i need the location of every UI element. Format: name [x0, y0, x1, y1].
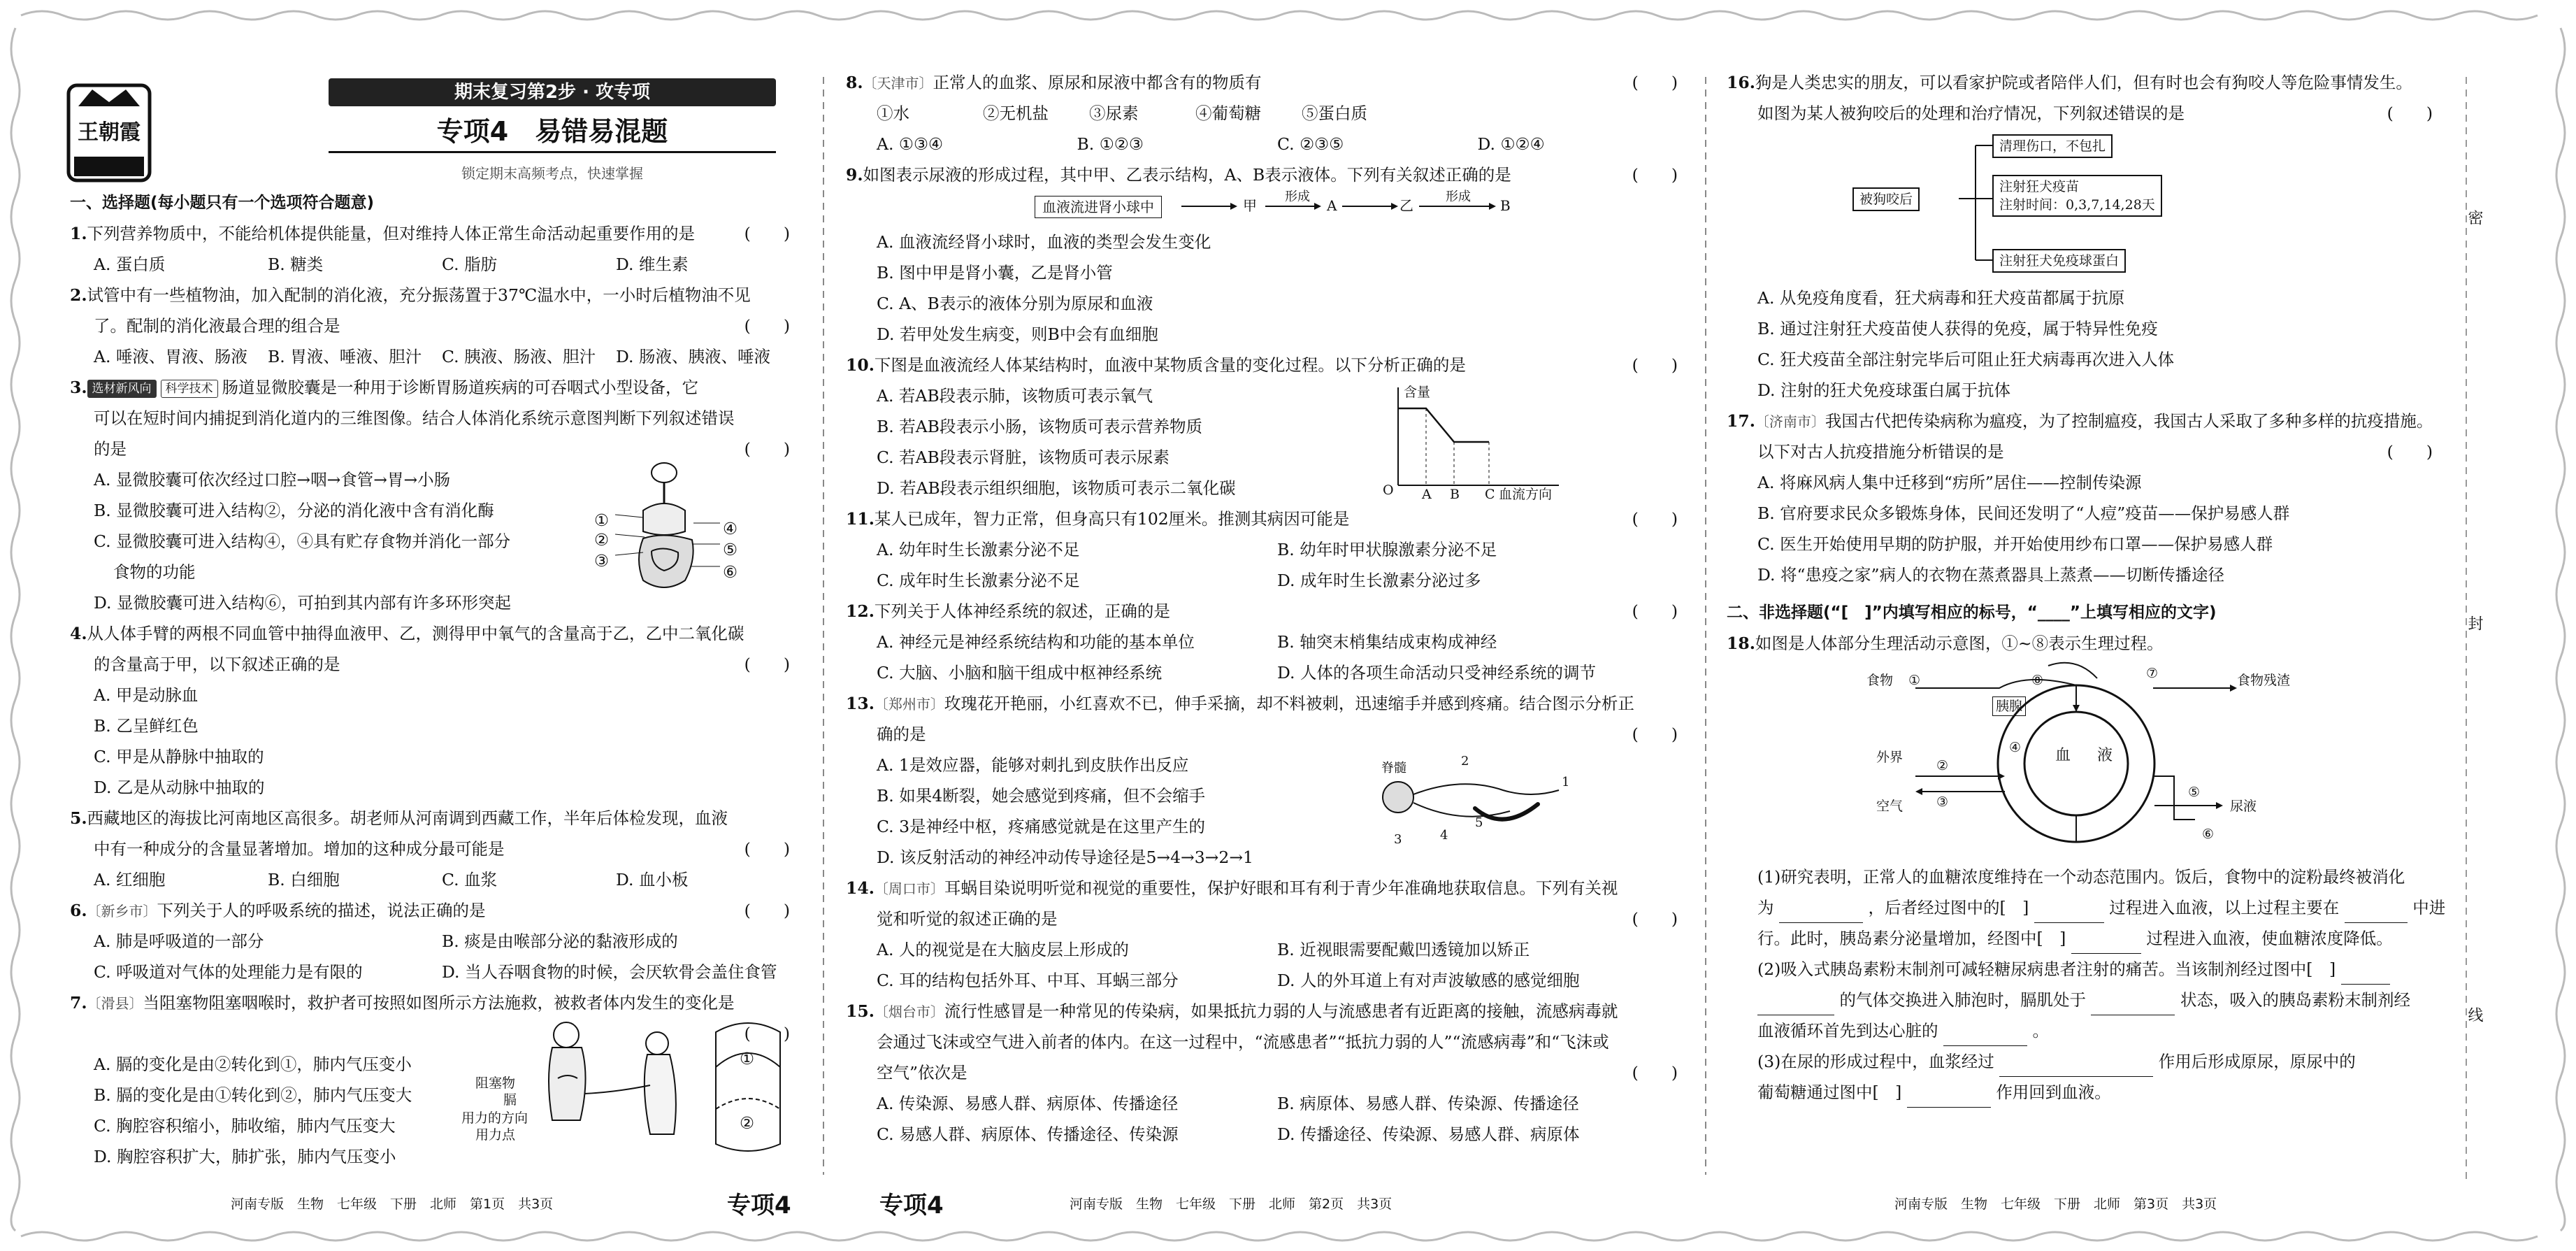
- q9-num: 9.: [846, 165, 863, 185]
- q18-num-7: ⑦: [2146, 666, 2159, 681]
- q9-flow-jia: 甲: [1243, 197, 1257, 214]
- question-12: [846, 596, 1678, 688]
- q8-stem: 正常人的血浆、原尿和尿液中都含有的物质有: [933, 73, 1262, 92]
- q3-label-5: ⑤: [723, 540, 738, 559]
- question-4: [70, 618, 790, 803]
- q13-label-1: 1: [1562, 775, 1570, 789]
- q8-option-b[interactable]: B. ①②③: [1077, 134, 1144, 154]
- q10-graph-tick-c: C: [1485, 487, 1495, 502]
- q3-option-c-cont: 食物的功能: [113, 562, 196, 582]
- q18-p3d: 作用回到血液。: [1996, 1082, 2111, 1102]
- q7-stem: 当阻塞物阻塞咽喉时，救护者可按照如图所示方法施救，被救者体内发生的变化是: [143, 993, 735, 1013]
- q18-part1-line2: [1727, 892, 2446, 923]
- q4-stem-1: 从人体手臂的两根不同血管中抽得血液甲、乙，测得甲中氧气的含量高于乙，乙中二氧化碳: [87, 624, 744, 643]
- q10-graph-ylabel: 含量: [1404, 385, 1431, 400]
- q18-p3b: 作用后形成原尿，原尿中的: [2158, 1052, 2356, 1071]
- q2-option-b[interactable]: B. 胃液、唾液、胆汁: [268, 347, 422, 366]
- q3-tag-tech: 科学技术: [161, 380, 218, 398]
- q12-option-d[interactable]: D. 人体的各项生命活动只受神经系统的调节: [1277, 663, 1596, 682]
- q16-stem-2: 如图为某人被狗咬后的处理和治疗情况，下列叙述错误的是: [1757, 103, 2185, 123]
- q16-option-a[interactable]: A. 从免疫角度看，狂犬病毒和狂犬疫苗都属于抗原: [1757, 288, 2125, 308]
- q14-stem-1: 耳蜗目染说明听觉和视觉的重要性，保护好眼和耳有利于青少年准确地获取信息。下列有关视: [944, 878, 1618, 898]
- q8-item-1: ①水: [877, 103, 909, 123]
- q3-option-d[interactable]: D. 显微胶囊可进入结构⑥，可拍到其内部有许多环形突起: [94, 593, 511, 613]
- q7-label-1: ①: [740, 1049, 755, 1068]
- q4-option-d[interactable]: D. 乙是从动脉中抽取的: [94, 778, 265, 797]
- q8-item-4: ④葡萄糖: [1195, 103, 1261, 123]
- q1-num: 1.: [70, 224, 87, 243]
- q2-option-d[interactable]: D. 肠液、胰液、唾液: [616, 347, 770, 366]
- q18-num-2: ②: [1936, 758, 1949, 773]
- q18-p3c: 葡萄糖通过图中[ ]: [1757, 1082, 1902, 1102]
- q18-num-1: ①: [1908, 673, 1921, 688]
- wavy-border-left: [11, 28, 20, 1231]
- q8-option-a[interactable]: A. ①③④: [877, 134, 944, 154]
- q9-flow-a: A: [1327, 197, 1337, 214]
- q12-option-a[interactable]: A. 神经元是神经系统结构和功能的基本单位: [877, 632, 1195, 652]
- q13-label-5: 5: [1475, 815, 1483, 830]
- q15-stem-3: 空气”依次是: [877, 1063, 967, 1082]
- q10-graph-tick-b: B: [1450, 487, 1460, 502]
- wavy-border: [21, 11, 2538, 20]
- q18-blank-9[interactable]: [1999, 1057, 2153, 1077]
- q4-answer-paren[interactable]: ( ): [744, 655, 790, 674]
- q10-option-c[interactable]: C. 若AB段表示肾脏，该物质可表示尿素: [877, 448, 1170, 467]
- q9-flow-yi: 乙: [1399, 197, 1413, 214]
- q5-answer-paren[interactable]: ( ): [744, 839, 790, 859]
- question-11: [846, 503, 1678, 596]
- q18-part3-line1: [1727, 1046, 2433, 1077]
- q15-source: 〔烟台市〕: [874, 1003, 944, 1020]
- q10-graph-origin: O: [1383, 482, 1394, 498]
- q18-stem: 如图是人体部分生理活动示意图，①~⑧表示生理过程。: [1755, 634, 2164, 653]
- q18-p2b: 的气体交换进入肺泡时，膈肌处于: [1839, 990, 2086, 1010]
- footer-tag-left: 专项4: [727, 1192, 791, 1220]
- q12-num: 12.: [846, 601, 875, 621]
- q13-label-spinal-cord: 脊髓: [1381, 761, 1406, 775]
- q18-label-pancreas: 胰腺: [1992, 696, 2026, 716]
- q16-option-d[interactable]: D. 注射的狂犬免疫球蛋白属于抗体: [1757, 380, 2010, 400]
- q9-stem: 如图表示尿液的形成过程，其中甲、乙表示结构，A、B表示液体。下列有关叙述正确的是: [863, 165, 1511, 185]
- section-1-heading: 一、选择题(每小题只有一个选项符合题意): [70, 194, 375, 212]
- q11-num: 11.: [846, 509, 875, 529]
- q2-answer-paren[interactable]: ( ): [744, 316, 790, 336]
- q5-option-b[interactable]: B. 白细胞: [268, 870, 340, 889]
- q8-option-c[interactable]: C. ②③⑤: [1277, 134, 1344, 154]
- q3-option-c[interactable]: C. 显微胶囊可进入结构④，④具有贮存食物并消化一部分: [94, 531, 511, 551]
- q13-label-4: 4: [1440, 828, 1448, 843]
- q18-label-waste: 食物残渣: [2237, 673, 2291, 688]
- question-8: [846, 67, 1678, 159]
- q3-label-6: ⑥: [723, 562, 738, 582]
- footer-tag-mid: 专项4: [879, 1192, 944, 1220]
- q18-physiology-diagram: [1727, 659, 2433, 862]
- q14-num: 14.: [846, 878, 875, 898]
- q8-item-3: ③尿素: [1089, 103, 1139, 123]
- q17-stem-2: 以下对古人抗疫措施分析错误的是: [1757, 442, 2004, 462]
- q9-option-c[interactable]: C. A、B表示的液体分别为原尿和血液: [877, 294, 1153, 313]
- wavy-border-right: [2556, 28, 2565, 1231]
- q5-option-d[interactable]: D. 血小板: [616, 870, 689, 889]
- question-7: [70, 987, 790, 1172]
- q2-num: 2.: [70, 285, 87, 305]
- q5-num: 5.: [70, 808, 87, 828]
- q18-diagram-shapes: [1866, 659, 2286, 862]
- q3-tag-trend: 选材新风向: [87, 380, 157, 398]
- q9-flow-form-2: 形成: [1446, 190, 1471, 204]
- column-2: [846, 67, 1678, 1150]
- q14-answer-paren[interactable]: ( ): [1632, 909, 1678, 929]
- column-3: [1727, 67, 2446, 1108]
- q9-option-a[interactable]: A. 血液流经肾小球时，血液的类型会发生变化: [877, 232, 1211, 252]
- question-16: [1727, 67, 2433, 406]
- q18-label-food: 食物: [1866, 673, 1894, 688]
- q17-source: 〔济南市〕: [1755, 413, 1825, 430]
- q18-blank-4[interactable]: [2071, 934, 2141, 954]
- q6-option-a[interactable]: A. 肺是呼吸道的一部分: [94, 931, 264, 951]
- q1-option-a[interactable]: A. 蛋白质: [94, 255, 166, 274]
- q1-answer-paren[interactable]: ( ): [744, 224, 790, 243]
- q15-option-b[interactable]: B. 病原体、易感人群、传染源、传播途径: [1277, 1094, 1579, 1113]
- q8-item-5: ⑤蛋白质: [1302, 103, 1367, 123]
- q17-stem-1: 我国古代把传染病称为瘟疫，为了控制瘟疫，我国古人采取了多种多样的抗疫措施。: [1825, 411, 2433, 431]
- q11-option-c[interactable]: C. 成年时生长激素分泌不足: [877, 571, 1080, 590]
- q12-answer-paren[interactable]: ( ): [1632, 601, 1678, 621]
- q12-stem: 下列关于人体神经系统的叙述，正确的是: [874, 601, 1170, 621]
- q15-option-a[interactable]: A. 传染源、易感人群、病原体、传播途径: [877, 1094, 1179, 1113]
- q16-box-globulin: 注射狂犬免疫球蛋白: [1992, 249, 2126, 273]
- q18-num-4: ④: [2009, 740, 2022, 755]
- side-mark-1: 密: [2466, 210, 2483, 225]
- q14-option-a[interactable]: A. 人的视觉是在大脑皮层上形成的: [877, 940, 1129, 959]
- q18-num-5: ⑤: [2188, 785, 2201, 800]
- q15-option-d[interactable]: D. 传播途径、传染源、易感人群、病原体: [1277, 1124, 1580, 1144]
- q9-option-d[interactable]: D. 若甲处发生病变，则B中会有血细胞: [877, 324, 1158, 344]
- question-6: [70, 895, 790, 987]
- q18-label-blood: 血: [2055, 747, 2071, 764]
- q10-answer-paren[interactable]: ( ): [1632, 355, 1678, 375]
- q17-option-b[interactable]: B. 官府要求民众多锻炼身体，民间还发明了“人痘”疫苗——保护易感人群: [1757, 503, 2290, 523]
- q6-source: 〔新乡市〕: [87, 903, 157, 920]
- q10-num: 10.: [846, 355, 875, 375]
- question-3: [70, 372, 790, 618]
- q18-blank-3[interactable]: [2345, 903, 2408, 923]
- q14-option-b[interactable]: B. 近视眼需要配戴凹透镜加以矫正: [1277, 940, 1530, 959]
- question-13: [846, 688, 1678, 873]
- q18-p1f: 行。此时，胰岛素分泌量增加，经图中[ ]: [1757, 929, 2066, 948]
- q18-num: 18.: [1727, 634, 1755, 653]
- q18-p1b: 为: [1757, 898, 1774, 917]
- q5-option-a[interactable]: A. 红细胞: [94, 870, 166, 889]
- q2-option-c[interactable]: C. 胰液、肠液、胆汁: [442, 347, 596, 366]
- q13-label-3: 3: [1394, 832, 1402, 847]
- column-1: [70, 187, 790, 1172]
- q6-num: 6.: [70, 901, 87, 920]
- logo: [64, 78, 154, 183]
- q13-option-d[interactable]: D. 该反射活动的神经冲动传导途径是5→4→3→2→1: [877, 848, 1253, 867]
- q17-answer-paren[interactable]: ( ): [2387, 442, 2433, 462]
- q6-option-b[interactable]: B. 痰是由喉部分泌的黏液形成的: [442, 931, 678, 951]
- q18-p1e: 中进: [2412, 898, 2446, 917]
- q11-stem: 某人已成年，智力正常，但身高只有102厘米。推测其病因可能是: [874, 509, 1350, 529]
- q6-option-d[interactable]: D. 当人吞咽食物的时候，会厌软骨会盖住食管: [442, 962, 777, 982]
- q7-label-force-direction: 用力的方向: [461, 1110, 528, 1126]
- q18-label-liquid: 液: [2097, 747, 2113, 764]
- q14-stem-2: 觉和听觉的叙述正确的是: [877, 909, 1058, 929]
- banner: 期末复习第2步 · 攻专项: [329, 78, 776, 106]
- wavy-border-bottom: [21, 1232, 2538, 1241]
- q7-num: 7.: [70, 993, 87, 1013]
- q7-label-diaphragm: 膈: [503, 1092, 517, 1108]
- q14-option-c[interactable]: C. 耳的结构包括外耳、中耳、耳蜗三部分: [877, 971, 1179, 990]
- q11-answer-paren[interactable]: ( ): [1632, 509, 1678, 529]
- q17-option-a[interactable]: A. 将麻风病人集中迁移到“疠所”居住——控制传染源: [1757, 473, 2142, 492]
- q15-option-c[interactable]: C. 易感人群、病原体、传播途径、传染源: [877, 1124, 1179, 1144]
- q12-option-b[interactable]: B. 轴突末梢集结成束构成神经: [1277, 632, 1497, 652]
- q7-option-d[interactable]: D. 胸腔容积扩大，肺扩张，肺内气压变小: [94, 1147, 396, 1166]
- q13-option-c[interactable]: C. 3是神经中枢，疼痛感觉就是在这里产生的: [877, 817, 1206, 836]
- q18-num-8: ⑧: [2031, 673, 2044, 688]
- q18-label-urine: 尿液: [2230, 799, 2257, 814]
- q18-p2a: (2)吸入式胰岛素粉末制剂可减轻糖尿病患者注射的痛苦。当该制剂经过图中[ ]: [1757, 959, 2336, 979]
- q18-p1c: ，后者经过图中的[ ]: [1868, 898, 2029, 917]
- q18-part2-line1: [1727, 954, 2433, 985]
- q10-graph-xlabel: 血流方向: [1499, 487, 1553, 502]
- side-mark-3: 线: [2466, 1007, 2483, 1022]
- q11-option-a[interactable]: A. 幼年时生长激素分泌不足: [877, 540, 1080, 559]
- q7-label-force-point: 用力点: [475, 1127, 516, 1143]
- q18-label-outer: 外界: [1876, 750, 1904, 765]
- q18-label-air: 空气: [1876, 799, 1904, 814]
- q16-num: 16.: [1727, 73, 1755, 92]
- q18-part1-line3: [1727, 923, 2433, 954]
- q16-option-b[interactable]: B. 通过注射狂犬疫苗使人获得的免疫，属于特异性免疫: [1757, 319, 2158, 338]
- q7-option-b[interactable]: B. 膈的变化是由①转化到②，肺内气压变大: [94, 1085, 412, 1105]
- q16-box-vaccine-line-1: 注射狂犬疫苗: [1999, 179, 2080, 194]
- q10-stem: 下图是血液流经人体某结构时，血液中某物质含量的变化过程。以下分析正确的是: [874, 355, 1466, 375]
- q1-option-c[interactable]: C. 脂肪: [442, 255, 498, 274]
- q3-option-b[interactable]: B. 显微胶囊可进入结构②，分泌的消化液中含有消化酶: [94, 501, 494, 520]
- q15-answer-paren[interactable]: ( ): [1632, 1063, 1678, 1082]
- q3-stem-1: 肠道显微胶囊是一种用于诊断胃肠道疾病的可吞咽式小型设备，它: [222, 378, 699, 397]
- q18-p2c: 状态，吸入的胰岛素粉末制剂经: [2180, 990, 2410, 1010]
- q13-num: 13.: [846, 694, 875, 713]
- q18-num-3: ③: [1936, 794, 1949, 810]
- q8-num: 8.: [846, 73, 863, 92]
- question-10: [846, 350, 1678, 503]
- q9-flow-diagram: [846, 190, 1678, 227]
- question-5: [70, 803, 790, 895]
- q9-answer-paren[interactable]: ( ): [1632, 165, 1678, 185]
- page-title: 专项4 易错易混题: [329, 112, 776, 153]
- q11-option-d[interactable]: D. 成年时生长激素分泌过多: [1277, 571, 1481, 590]
- q6-answer-paren[interactable]: ( ): [744, 901, 790, 920]
- q10-graph-tick-a: A: [1422, 487, 1432, 502]
- q7-source: 〔滑县〕: [87, 995, 143, 1012]
- q14-source: 〔周口市〕: [874, 880, 944, 897]
- q2-stem-2: 了。配制的消化液最合理的组合是: [94, 316, 340, 336]
- q16-treatment-diagram: [1727, 129, 2433, 283]
- q3-label-2: ②: [594, 530, 610, 550]
- question-1: [70, 218, 790, 280]
- q18-part3-line2: [1727, 1077, 2433, 1108]
- q16-box-clean: 清理伤口，不包扎: [1992, 134, 2113, 158]
- q7-answer-paren[interactable]: ( ): [744, 1024, 790, 1043]
- q4-option-b[interactable]: B. 乙呈鲜红色: [94, 716, 199, 736]
- q12-option-c[interactable]: C. 大脑、小脑和脑干组成中枢神经系统: [877, 663, 1163, 682]
- q6-stem: 下列关于人的呼吸系统的描述，说法正确的是: [157, 901, 486, 920]
- q13-option-a[interactable]: A. 1是效应器，能够对刺扎到皮肤作出反应: [877, 755, 1189, 775]
- q8-item-2: ②无机盐: [983, 103, 1049, 123]
- q7-label-obstruction: 阻塞物: [475, 1075, 516, 1091]
- footer-page-1: 河南专版 生物 七年级 下册 北师 第1页 共3页: [231, 1196, 554, 1212]
- q4-stem-2: 的含量高于甲，以下叙述正确的是: [94, 655, 340, 674]
- q3-label-4: ④: [723, 519, 738, 538]
- q16-option-c[interactable]: C. 狂犬疫苗全部注射完毕后可阻止狂犬病毒再次进入人体: [1757, 350, 2175, 369]
- q9-flow-box: 血液流进肾小球中: [1035, 196, 1162, 218]
- q13-stem-1: 玫瑰花开艳丽，小红喜欢不已，伸手采摘，却不料被刺，迅速缩手并感到疼痛。结合图示分析正: [944, 694, 1634, 713]
- q18-part2-line3: [1727, 1015, 2433, 1046]
- section-2-heading: 二、非选择题(“[ ]”内填写相应的标号，“____”上填写相应的文字): [1727, 603, 2217, 622]
- q8-source: 〔天津市〕: [863, 75, 933, 92]
- q10-option-d[interactable]: D. 若AB段表示组织细胞，该物质可表示二氧化碳: [877, 478, 1236, 498]
- q3-label-1: ①: [594, 510, 610, 530]
- q18-num-6: ⑥: [2202, 827, 2215, 842]
- q9-option-b[interactable]: B. 图中甲是肾小囊，乙是肾小管: [877, 263, 1113, 283]
- q3-stem-3: 的是: [94, 439, 127, 459]
- q9-flow-arrows: [1181, 190, 1545, 227]
- q13-option-b[interactable]: B. 如果4断裂，她会感觉到疼痛，但不会缩手: [877, 786, 1206, 806]
- q2-stem-1: 试管中有一些植物油，加入配制的消化液，充分振荡置于37℃温水中，一小时后植物油不见: [87, 285, 751, 305]
- q8-option-d[interactable]: D. ①②④: [1477, 134, 1545, 154]
- question-14: [846, 873, 1678, 996]
- q3-option-a[interactable]: A. 显微胶囊可依次经过口腔→咽→食管→胃→小肠: [94, 470, 451, 489]
- side-mark-2: 封: [2466, 615, 2483, 631]
- q3-stem-2: 可以在短时间内捕捉到消化道内的三维图像。结合人体消化系统示意图判断下列叙述错误: [94, 408, 735, 428]
- q18-blank-1[interactable]: [1779, 903, 1863, 923]
- q11-option-b[interactable]: B. 幼年时甲状腺激素分泌不足: [1277, 540, 1497, 559]
- q1-option-b[interactable]: B. 糖类: [268, 255, 324, 274]
- q14-option-d[interactable]: D. 人的外耳道上有对声波敏感的感觉细胞: [1277, 971, 1580, 990]
- q18-p3a: (3)在尿的形成过程中，血浆经过: [1757, 1052, 1994, 1071]
- question-9: [846, 159, 1678, 350]
- q18-blank-2[interactable]: [2034, 903, 2104, 923]
- q9-flow-form-1: 形成: [1285, 190, 1310, 204]
- q4-option-a[interactable]: A. 甲是动脉血: [94, 685, 199, 705]
- heimlich-figure: [517, 1015, 727, 1155]
- footer-page-3: 河南专版 生物 七年级 下册 北师 第3页 共3页: [1894, 1196, 2217, 1212]
- q9-flow-b: B: [1500, 197, 1511, 214]
- q7-option-a[interactable]: A. 膈的变化是由②转化到①，肺内气压变小: [94, 1055, 412, 1074]
- q7-label-2: ②: [740, 1113, 755, 1133]
- logo-text: 王朝霞: [78, 120, 141, 145]
- question-18: [1727, 628, 2446, 1108]
- q6-option-c[interactable]: C. 呼吸道对气体的处理能力是有限的: [94, 962, 363, 982]
- q2-option-a[interactable]: A. 唾液、胃液、肠液: [94, 347, 247, 366]
- q5-stem-1: 西藏地区的海拔比河南地区高很多。胡老师从河南调到西藏工作，半年后体检发现，血液: [87, 808, 728, 828]
- q13-stem-2: 确的是: [877, 724, 926, 744]
- question-15: [846, 996, 1678, 1150]
- q15-stem-2: 会通过飞沫或空气进入前者的体内。在这一过程中，“流感患者”“抵抗力弱的人”“流感病毒”和“飞沫或: [877, 1032, 1609, 1052]
- q16-box-vaccine: [1992, 175, 2162, 217]
- q13-answer-paren[interactable]: ( ): [1632, 724, 1678, 744]
- q16-stem-1: 狗是人类忠实的朋友，可以看家护院或者陪伴人们，但有时也会有狗咬人等危险事情发生。: [1755, 73, 2412, 92]
- q1-stem: 下列营养物质中，不能给机体提供能量，但对维持人体正常生命活动起重要作用的是: [87, 224, 696, 243]
- q3-label-3: ③: [594, 551, 610, 571]
- q18-blank-8[interactable]: [1943, 1026, 2027, 1046]
- q17-num: 17.: [1727, 411, 1755, 431]
- q18-p2d: 血液循环首先到达心脏的: [1757, 1021, 1938, 1041]
- q10-option-a[interactable]: A. 若AB段表示肺，该物质可表示氧气: [877, 386, 1153, 406]
- q13-source: 〔郑州市〕: [874, 696, 944, 713]
- q16-box-vaccine-line-2: 注射时间：0,3,7,14,28天: [1999, 197, 2155, 213]
- q17-option-d[interactable]: D. 将“患疫之家”病人的衣物在蒸煮器具上蒸煮——切断传播途径: [1757, 565, 2224, 585]
- q18-blank-5[interactable]: [2341, 964, 2390, 985]
- q18-blank-10[interactable]: [1907, 1087, 1991, 1108]
- q3-num: 3.: [70, 378, 87, 397]
- q4-num: 4.: [70, 624, 87, 643]
- q18-part2-line2: [1727, 985, 2433, 1015]
- q13-label-2: 2: [1461, 754, 1469, 769]
- q18-p1g: 过程进入血液，使血糖浓度降低。: [2146, 929, 2393, 948]
- q18-p1d: 过程进入血液，以上过程主要在: [2109, 898, 2340, 917]
- page-subtitle: 锁定期末高频考点，快速掌握: [461, 165, 643, 182]
- q3-answer-paren[interactable]: ( ): [744, 439, 790, 459]
- question-17: [1727, 406, 2433, 590]
- q1-option-d[interactable]: D. 维生素: [616, 255, 689, 274]
- q15-num: 15.: [846, 1001, 875, 1021]
- q10-option-b[interactable]: B. 若AB段表示小肠，该物质可表示营养物质: [877, 417, 1202, 436]
- question-2: [70, 280, 790, 372]
- q15-stem-1: 流行性感冒是一种常见的传染病，如果抵抗力弱的人与流感患者有近距离的接触，流感病毒就: [944, 1001, 1618, 1021]
- q5-stem-2: 中有一种成分的含量显著增加。增加的这种成分最可能是: [94, 839, 505, 859]
- q5-option-c[interactable]: C. 血浆: [442, 870, 498, 889]
- digestive-system-figure: [615, 462, 720, 601]
- q4-option-c[interactable]: C. 甲是从静脉中抽取的: [94, 747, 264, 766]
- q8-answer-paren[interactable]: ( ): [1632, 73, 1678, 92]
- q17-option-c[interactable]: C. 医生开始使用早期的防护服，并开始使用纱布口罩——保护易感人群: [1757, 534, 2273, 554]
- q18-blank-7[interactable]: [2091, 995, 2175, 1015]
- q18-p2e: 。: [2032, 1021, 2049, 1041]
- q16-box-root: 被狗咬后: [1852, 187, 1920, 211]
- q16-answer-paren[interactable]: ( ): [2387, 103, 2433, 123]
- q18-part1-line1: (1)研究表明，正常人的血糖浓度维持在一个动态范围内。饭后，食物中的淀粉最终被消化: [1757, 867, 2405, 887]
- footer-page-2: 河南专版 生物 七年级 下册 北师 第2页 共3页: [1070, 1196, 1393, 1212]
- q18-blank-6[interactable]: [1757, 995, 1834, 1015]
- q7-option-c[interactable]: C. 胸腔容积缩小，肺收缩，肺内气压变大: [94, 1116, 396, 1136]
